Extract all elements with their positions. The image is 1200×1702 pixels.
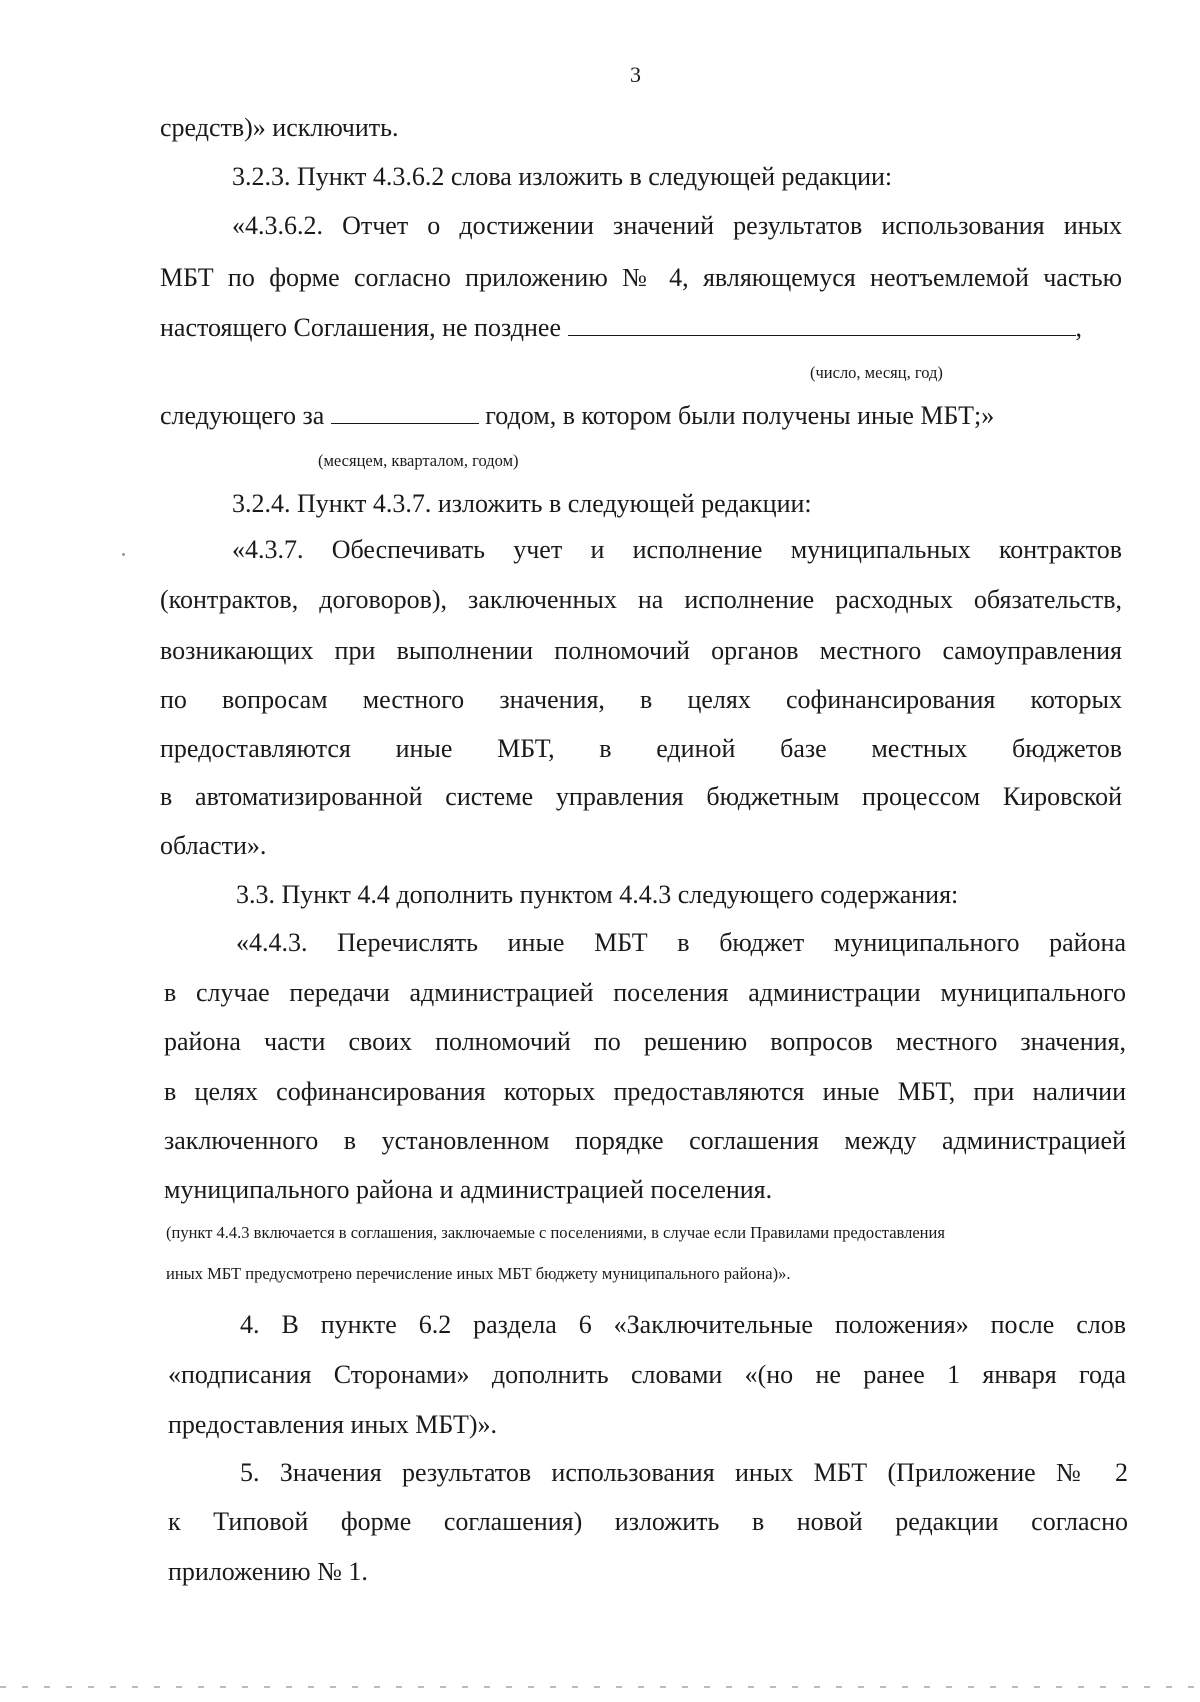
text-fragment: следующего за <box>160 401 325 430</box>
text-line: 4. В пункте 6.2 раздела 6 «Заключительные положения» после слов <box>240 1310 1126 1339</box>
text-fragment: годом, в котором были получены иные МБТ;» <box>485 401 995 430</box>
text-line: к Типовой форме соглашения) изложить в новой редакции согласно <box>168 1507 1128 1536</box>
scan-speck <box>122 553 125 556</box>
text-line <box>160 400 994 432</box>
text-fragment: , <box>1075 313 1082 342</box>
period-blank-line <box>331 401 479 424</box>
text-line: муниципального района и администрацией поселения. <box>164 1175 773 1204</box>
text-line: МБТ по форме согласно приложению № 4, являющемуся неотъемлемой частью <box>160 263 1122 292</box>
page-number: 3 <box>630 62 641 87</box>
text-line: приложению № 1. <box>168 1557 368 1586</box>
text-line: «4.3.7. Обеспечивать учет и исполнение муниципальных контрактов <box>232 535 1122 564</box>
text-line: в целях софинансирования которых предоставляются иные МБТ, при наличии <box>164 1077 1126 1106</box>
text-line: предоставляются иные МБТ, в единой базе местных бюджетов <box>160 734 1122 763</box>
text-line: предоставления иных МБТ)». <box>168 1410 498 1439</box>
text-line: 3.2.4. Пункт 4.3.7. изложить в следующей редакции: <box>232 489 812 518</box>
text-line: 3.2.3. Пункт 4.3.6.2 слова изложить в следующей редакции: <box>232 162 893 191</box>
date-blank-line <box>568 313 1076 336</box>
scan-edge-artifact <box>0 1686 1200 1688</box>
text-line: в случае передачи администрацией поселения администрации муниципального <box>164 978 1126 1007</box>
text-line: средств)» исключить. <box>160 113 399 142</box>
text-line: возникающих при выполнении полномочий органов местного самоуправления <box>160 636 1122 665</box>
text-line: «4.3.6.2. Отчет о достижении значений результатов использования иных <box>232 211 1122 240</box>
text-line <box>160 312 1082 344</box>
footnote-line: иных МБТ предусмотрено перечисление иных МБТ бюджету муниципального района)». <box>166 1264 791 1283</box>
text-line: «4.4.3. Перечислять иные МБТ в бюджет муниципального района <box>236 928 1126 957</box>
hint-note: (число, месяц, год) <box>810 363 943 382</box>
text-fragment: настоящего Соглашения, не позднее <box>160 313 561 342</box>
text-line: района части своих полномочий по решению вопросов местного значения, <box>164 1027 1126 1056</box>
text-line: 5. Значения результатов использования иных МБТ (Приложение № 2 <box>240 1458 1128 1487</box>
text-line: области». <box>160 831 267 860</box>
text-line: заключенного в установленном порядке соглашения между администрацией <box>164 1126 1126 1155</box>
text-line: 3.3. Пункт 4.4 дополнить пунктом 4.4.3 следующего содержания: <box>236 880 959 909</box>
text-line: «подписания Сторонами» дополнить словами «(но не ранее 1 января года <box>168 1360 1126 1389</box>
hint-note: (месяцем, кварталом, годом) <box>318 451 519 470</box>
text-line: в автоматизированной системе управления бюджетным процессом Кировской <box>160 782 1122 811</box>
text-line: (контрактов, договоров), заключенных на исполнение расходных обязательств, <box>160 585 1122 614</box>
text-line: по вопросам местного значения, в целях софинансирования которых <box>160 685 1122 714</box>
footnote-line: (пункт 4.4.3 включается в соглашения, заключаемые с поселениями, в случае если Правилами предоставления <box>166 1223 945 1242</box>
